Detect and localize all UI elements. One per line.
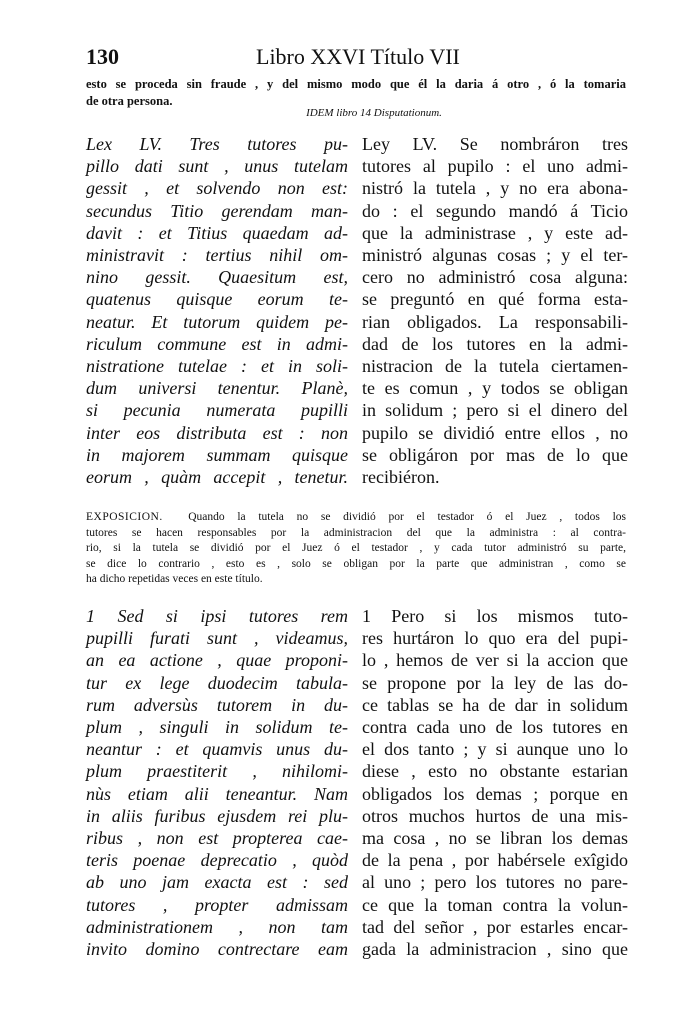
- latin-line: nistratione tutelae : et in soli-: [86, 356, 348, 377]
- latin-line: 1 Sed si ipsi tutores rem: [86, 606, 348, 626]
- page-header: [86, 44, 626, 74]
- spanish-line: cero no administró cosa alguna:: [362, 267, 628, 288]
- source-citation: IDEM libro 14 Disputationum.: [306, 107, 442, 119]
- spanish-line: do : el segundo mandó á Ticio: [362, 200, 628, 221]
- latin-line: neatur. Et tutorum quidem pe-: [86, 311, 348, 332]
- exposicion-label: EXPOSICION.: [86, 511, 163, 523]
- latin-line: invito domino contrectare eam: [86, 939, 348, 960]
- latin-line: secundus Titio gerendam man-: [86, 200, 348, 221]
- latin-line: eorum , quàm accepit , tenetur.: [86, 467, 348, 488]
- exposicion-line: rio, si la tutela se dividió por el Juez ó el testador , y cada tutor administró su parte,: [86, 542, 626, 555]
- spanish-line: que la administrase , y este ad-: [362, 222, 628, 243]
- spanish-line: otros muchos hurtos de una mis-: [362, 805, 628, 826]
- latin-line: plum praestiterit , nihilomi-: [86, 761, 348, 782]
- latin-line: an ea actione , quae proponi-: [86, 650, 348, 671]
- page-number: 130: [86, 44, 119, 69]
- latin-line: neantur : et quamvis unus du-: [86, 739, 348, 760]
- spanish-line: rian obligados. La responsabili-: [362, 311, 628, 332]
- latin-line: in aliis furibus ejusdem rei plu-: [86, 805, 348, 826]
- spanish-text-section-1: [362, 605, 628, 960]
- spanish-line: ministró algunas cosas ; y el ter-: [362, 245, 628, 266]
- latin-line: ribus , non est propterea cae-: [86, 828, 348, 849]
- spanish-line: ce tablas se ha de dar in solidum: [362, 694, 628, 715]
- latin-line: in majorem summam quisque: [86, 444, 348, 465]
- continuation-line: esto se proceda sin fraude , y del mismo modo que él la daria á otro , ó la tomaria: [86, 77, 626, 91]
- spanish-line: ce que la toman contra la volun-: [362, 894, 628, 915]
- latin-line: ministravit : tertius nihil om-: [86, 245, 348, 266]
- latin-line: ab uno jam exacta est : sed: [86, 872, 348, 893]
- spanish-line: se preguntó en qué forma esta-: [362, 289, 628, 310]
- latin-line: davit : et Titius quaedam ad-: [86, 222, 348, 243]
- spanish-line: recibiéron.: [362, 467, 440, 488]
- latin-line: si pecunia numerata pupilli: [86, 400, 348, 421]
- spanish-line: dad de los tutores en la admi-: [362, 333, 628, 354]
- spanish-line: de la pena , por habérsele exîgido: [362, 850, 628, 871]
- latin-line: tutores , propter admissam: [86, 894, 348, 915]
- spanish-line: nistracion de la tutela ciertamen-: [362, 356, 628, 377]
- exposicion-line: se dice lo contrario , esto es , solo se obligan por la parte que administran , como se: [86, 557, 626, 570]
- latin-line: riculum commune est in admi-: [86, 333, 348, 354]
- spanish-line: diese , esto no obstante estarian: [362, 761, 628, 782]
- exposicion-text: Quando la tutela no se dividió por el testador ó el Juez , todos los: [188, 511, 626, 523]
- spanish-line: 1 Pero si los mismos tuto-: [362, 606, 628, 626]
- latin-line: nùs etiam alii teneantur. Nam: [86, 783, 348, 804]
- spanish-line: te es comun , y todos se obligan: [362, 378, 628, 399]
- latin-line: pillo dati sunt , unus tutelam: [86, 156, 348, 177]
- latin-line: nino gessit. Quaesitum est,: [86, 267, 348, 288]
- latin-line: plum , singuli in solidum te-: [86, 717, 348, 738]
- latin-line: teris poenae deprecatio , quòd: [86, 850, 348, 871]
- spanish-line: se propone por la ley de las do-: [362, 672, 628, 693]
- running-title: Libro XXVI Título VII: [256, 44, 460, 69]
- spanish-line: lo , hemos de ver si la accion que: [362, 650, 628, 671]
- latin-text-lex-55: [86, 133, 348, 488]
- latin-line: inter eos distributa est : non: [86, 422, 348, 443]
- latin-line: rum adversùs tutorem in du-: [86, 694, 348, 715]
- latin-text-section-1: [86, 605, 348, 960]
- spanish-line: obligados los demas ; porque en: [362, 783, 628, 804]
- spanish-text-ley-55: [362, 133, 628, 488]
- spanish-line: se obligáron por mas de lo que: [362, 444, 628, 465]
- exposicion-line: [86, 510, 626, 526]
- spanish-line: res hurtáron lo quo era del pupi-: [362, 628, 628, 649]
- latin-line: tur ex lege duodecim tabula-: [86, 672, 348, 693]
- latin-line: dum universi tenentur. Planè,: [86, 378, 348, 399]
- spanish-line: nistró la tutela , y no era abona-: [362, 178, 628, 199]
- latin-line: gessit , et solvendo non est:: [86, 178, 348, 199]
- latin-line: quatenus quisque eorum te-: [86, 289, 348, 310]
- latin-line: pupilli furati sunt , videamus,: [86, 628, 348, 649]
- exposicion-line: ha dicho repetidas veces en este título.: [86, 573, 263, 586]
- spanish-line: pupilo se dividió entre ellos , no: [362, 422, 628, 443]
- continuation-line: de otra persona.: [86, 94, 173, 108]
- exposicion-commentary: [86, 510, 626, 588]
- spanish-line: tad del señor , por estarles encar-: [362, 916, 628, 937]
- spanish-line: al uno ; pero los tutores no pare-: [362, 872, 628, 893]
- continuation-paragraph: [86, 76, 626, 110]
- exposicion-line: tutores se hacen responsables por la administracion del que la administra : al contra-: [86, 526, 626, 539]
- latin-line: Lex LV. Tres tutores pu-: [86, 134, 348, 154]
- spanish-line: tutores al pupilo : el uno admi-: [362, 156, 628, 177]
- spanish-line: ma cosa , no se libran los demas: [362, 828, 628, 849]
- spanish-line: contra cada uno de los tutores en: [362, 717, 628, 738]
- spanish-line: gada la administracion , sino que: [362, 939, 628, 960]
- spanish-line: el dos tanto ; y si aunque uno lo: [362, 739, 628, 760]
- spanish-line: Ley LV. Se nombráron tres: [362, 134, 628, 154]
- latin-line: administrationem , non tam: [86, 916, 348, 937]
- spanish-line: in solidum ; pero si el dinero del: [362, 400, 628, 421]
